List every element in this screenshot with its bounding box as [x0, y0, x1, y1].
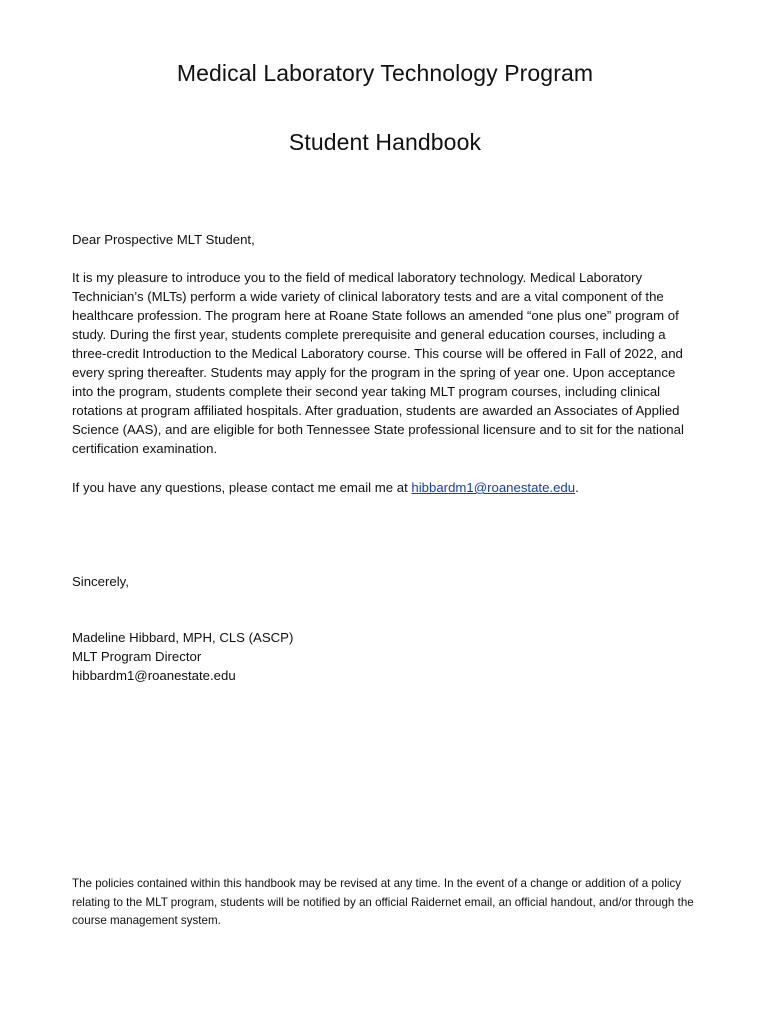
contact-suffix: . — [575, 480, 579, 495]
contact-email-link[interactable]: hibbardm1@roanestate.edu — [411, 480, 576, 495]
signature-block — [72, 628, 293, 685]
policy-footnote: The policies contained within this handbook may be revised at any time. In the event of a change or addition of a policy relating to the MLT program, students will be notified by an official Raidernet email, an official handout, and/or through the course management system. — [72, 877, 694, 927]
intro-paragraph: It is my pleasure to introduce you to the field of medical laboratory technology. Medical Laboratory Technician’s (MLTs) perform a wide variety of clinical laboratory tests and are a vital component of the healthcare profession. The program here at Roane State follows an amended “one plus one” program of study. During the first year, students complete prerequisite and general education courses, including a three-credit Introduction to the Medical Laboratory course. This course will be offered in Fall of 2022, and every spring thereafter. Students may apply for the program in the spring of year one. Upon acceptance into the program, students complete their second year taking MLT program courses, including clinical rotations at program affiliated hospitals. After graduation, students are awarded an Associates of Applied Science (AAS), and are eligible for both Tennessee State professional licensure and to sit for the national certification examination. — [72, 270, 684, 456]
contact-line — [72, 478, 697, 497]
document-title: Medical Laboratory Technology Program — [176, 60, 594, 86]
letter-closing: Sincerely, — [72, 574, 129, 589]
signature-name: Madeline Hibbard, MPH, CLS (ASCP) — [72, 630, 294, 645]
contact-prefix: If you have any questions, please contact me email me at — [72, 480, 412, 495]
signature-email: hibbardm1@roanestate.edu — [72, 668, 236, 683]
letter-salutation: Dear Prospective MLT Student, — [72, 232, 255, 247]
signature-role: MLT Program Director — [72, 649, 202, 664]
document-subtitle: Student Handbook — [288, 129, 482, 155]
